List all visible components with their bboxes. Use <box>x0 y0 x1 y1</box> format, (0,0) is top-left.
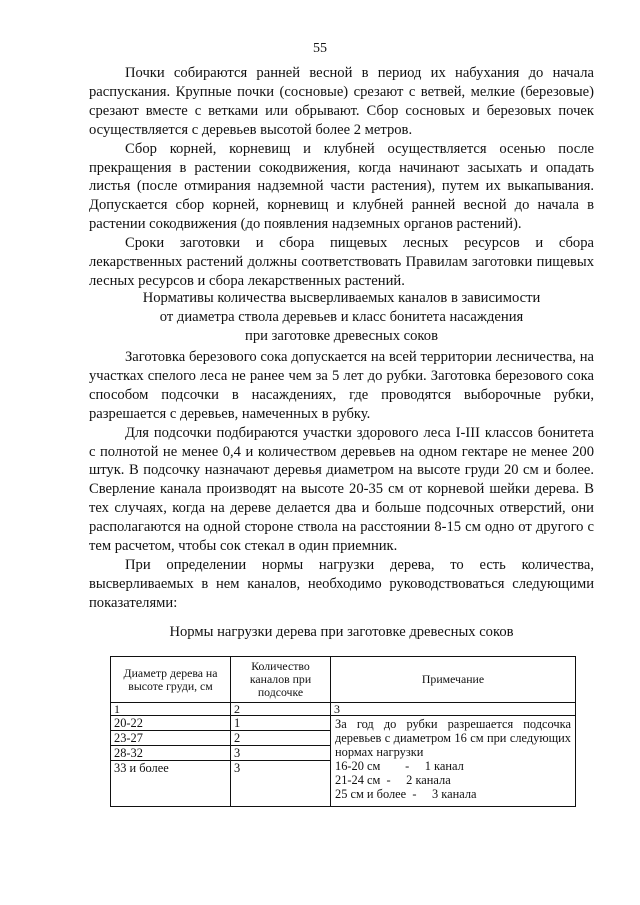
table-row <box>111 716 576 731</box>
channels-cell: 3 <box>231 746 331 761</box>
note-intro: За год до рубки разрешается подсочка деревьев с диаметром 16 см при следующих нормах нагрузки <box>335 717 571 759</box>
text-block-collection-rules <box>89 64 594 291</box>
section-heading <box>89 289 594 346</box>
table-header-row <box>111 657 576 703</box>
diameter-cell: 20-22 <box>111 716 231 731</box>
note-line: 25 см и более - 3 канала <box>335 787 477 801</box>
header-channels: Количество каналов при подсочке <box>231 657 331 703</box>
text-block-sap-harvest <box>89 348 594 613</box>
header-diameter: Диаметр дерева на высоте груди, см <box>111 657 231 703</box>
paragraph-load-norms: При определении нормы нагрузки дерева, то есть количества, высверливаемых в нем каналов, необходимо руководствоваться следующими показателями: <box>89 556 594 611</box>
paragraph-roots: Сбор корней, корневищ и клубней осуществляется осенью после прекращения в растении сокодвижения, когда начинают засыхать и опадать листья (после отмирания надземной части растения), путем их выкапывания. Допускается сбор корней, корневищ и клубней ранней весной до начала в растении сокодвижения (до появления надземных органов растений). <box>89 140 594 233</box>
page-number: 55 <box>313 41 327 56</box>
note-line: 21-24 см - 2 канала <box>335 773 451 787</box>
note-line: 16-20 см - 1 канал <box>335 759 464 773</box>
paragraph-buds: Почки собираются ранней весной в период их набухания до начала распускания. Крупные почки (сосновые) срезают с ветвей, мелкие (березовые) срезают вместе с ветками или обрывают. Сбор сосновых и березовых почек осуществляется с деревьев высотой более 2 метров. <box>89 65 594 138</box>
index-cell: 1 <box>111 703 231 716</box>
heading-line: от диаметра ствола деревьев и класс бонитета насаждения <box>159 309 524 325</box>
table-index-row <box>111 703 576 716</box>
load-norms-table <box>110 656 576 807</box>
header-note: Примечание <box>331 657 576 703</box>
heading-line: при заготовке древесных соков <box>245 328 438 344</box>
index-cell: 2 <box>231 703 331 716</box>
diameter-cell: 23-27 <box>111 731 231 746</box>
paragraph-tapping: Для подсочки подбираются участки здорового леса I-III классов бонитета с полнотой не менее 0,4 и количеством деревьев на одном гектаре не менее 200 штук. В подсочку назначают деревья диаметром на высоте груди 20 см и более. Сверление канала производят на высоте 20-35 см от корневой шейки дерева. В тех случаях, когда на дереве делается два и больше подсочных отверстий, они располагаются на одной стороне ствола на расстоянии 8-15 см одно от другого с тем расчетом, чтобы сок стекал в один приемник. <box>89 424 594 555</box>
diameter-cell: 33 и более <box>111 761 231 807</box>
heading-line: Нормативы количества высверливаемых каналов в зависимости <box>142 290 541 306</box>
paragraph-terms: Сроки заготовки и сбора пищевых лесных ресурсов и сбора лекарственных растений должны соответствовать Правилам заготовки пищевых лесных ресурсов и сбора лекарственных растений. <box>89 235 594 289</box>
index-cell: 3 <box>331 703 576 716</box>
channels-cell: 2 <box>231 731 331 746</box>
diameter-cell: 28-32 <box>111 746 231 761</box>
channels-cell: 1 <box>231 716 331 731</box>
note-cell <box>331 716 576 807</box>
channels-cell: 3 <box>231 761 331 807</box>
table-title: Нормы нагрузки дерева при заготовке древесных соков <box>169 624 514 640</box>
paragraph-birch-sap: Заготовка березового сока допускается на всей территории лесничества, на участках спелого леса не ранее чем за 5 лет до рубки. Заготовка березового сока способом подсочки в насаждениях, где проводятся выборочные рубки, разрешается с деревьев, намеченных в рубку. <box>89 349 594 422</box>
